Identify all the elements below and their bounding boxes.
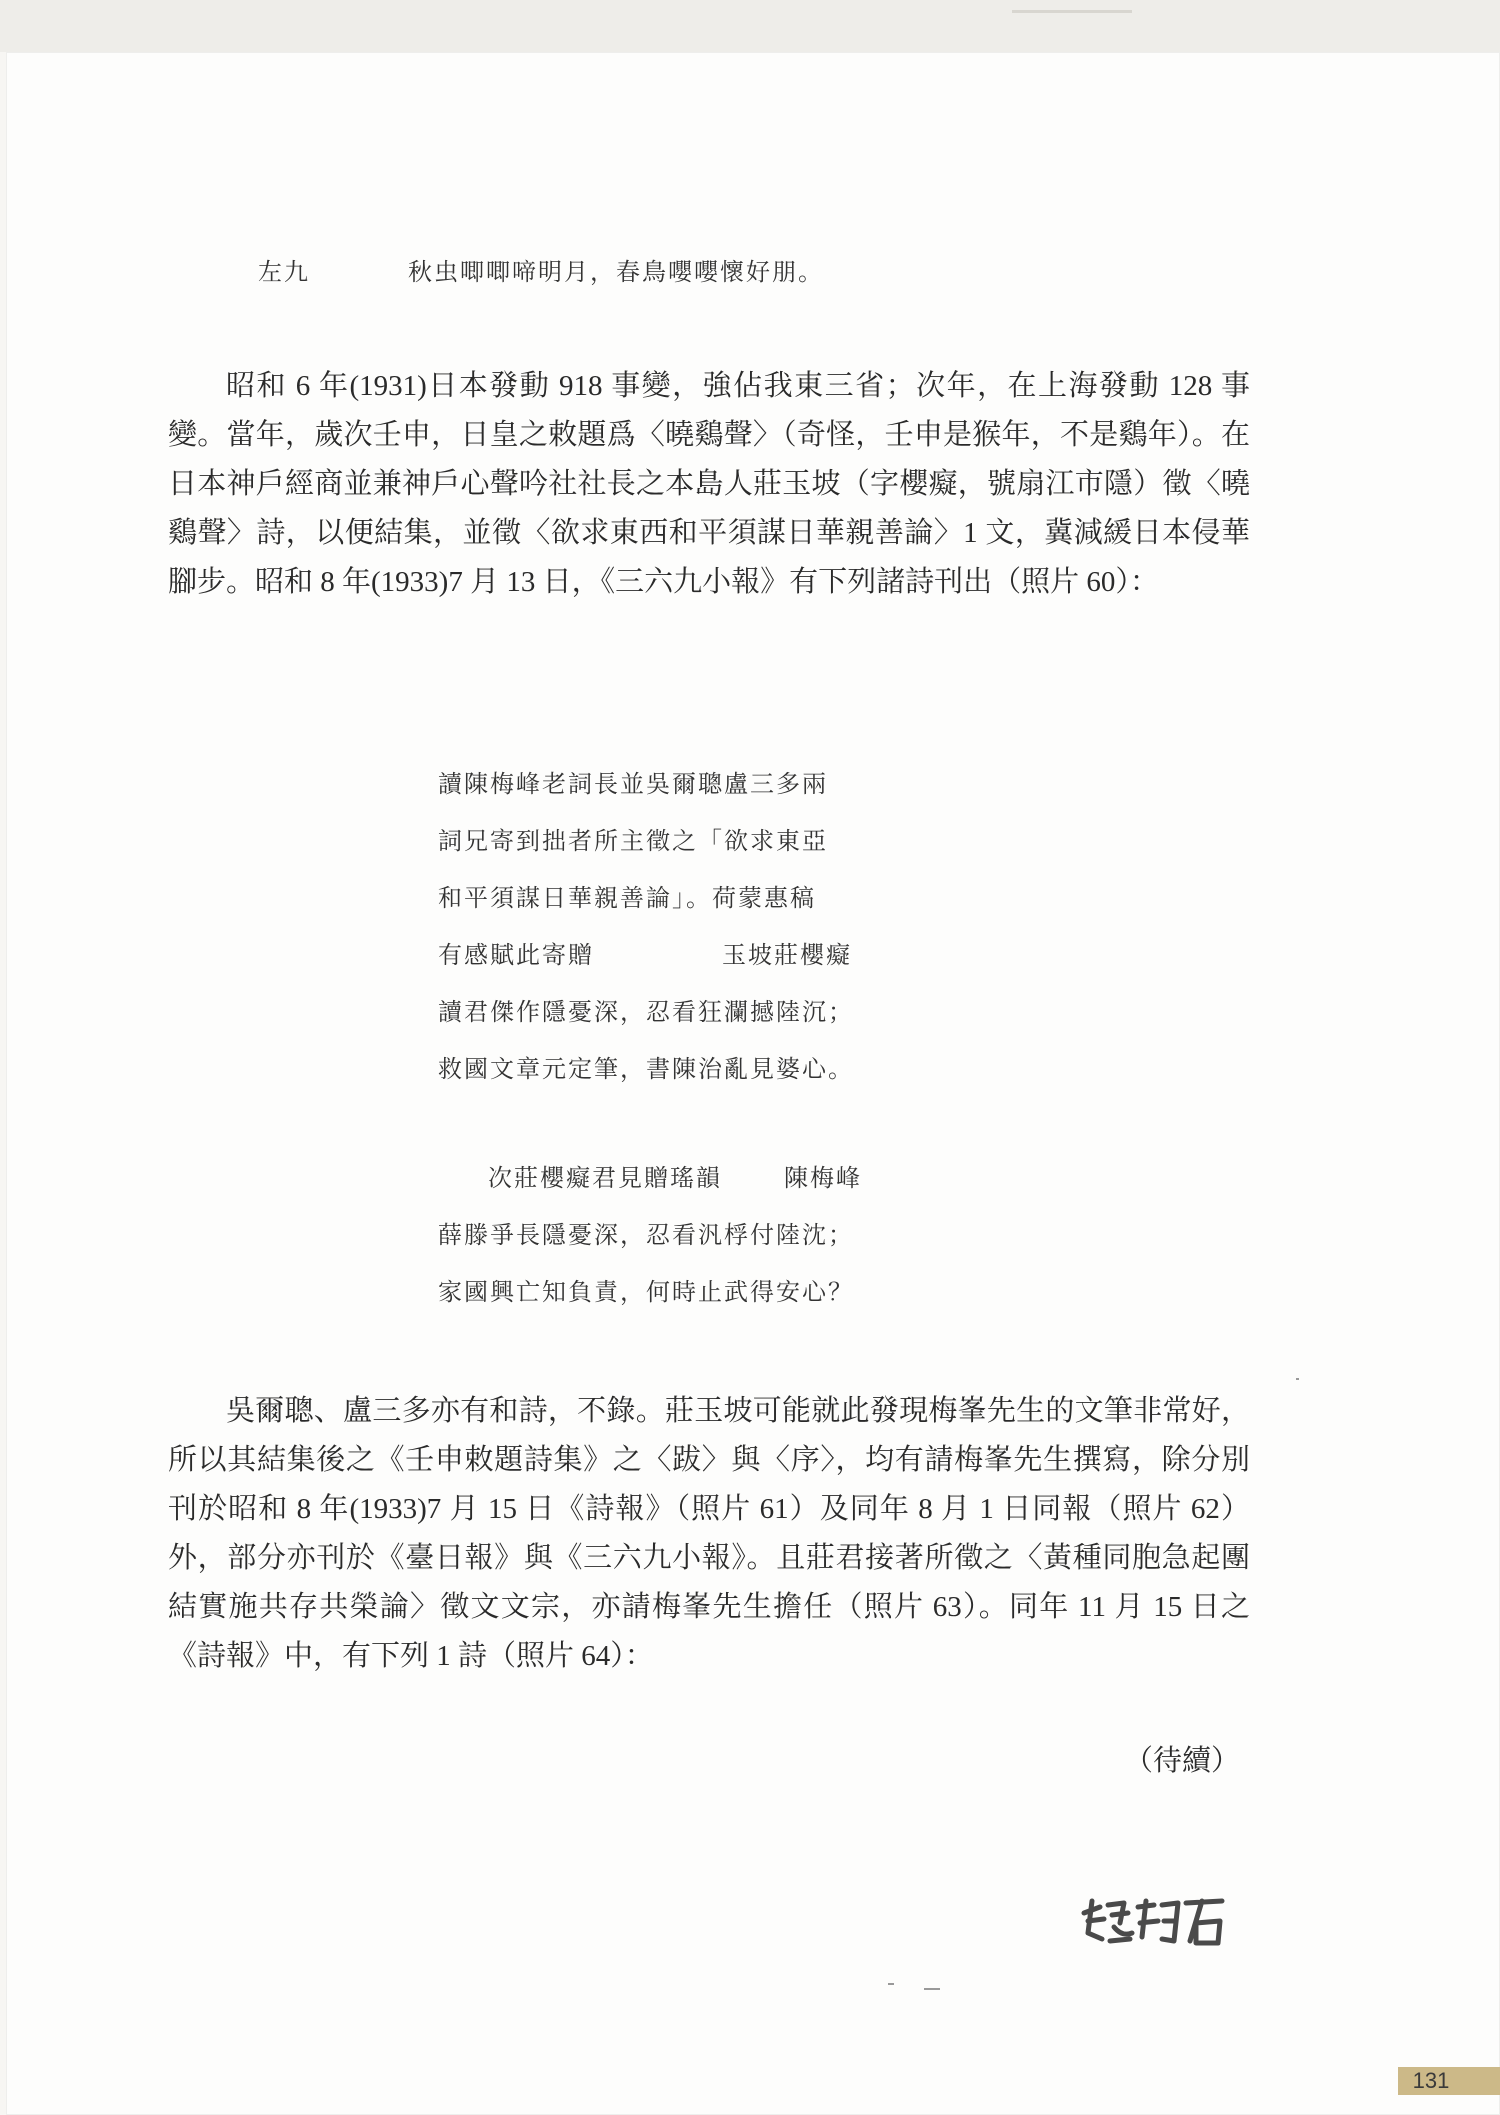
epigraph — [258, 252, 824, 287]
paragraph-text: 昭和 6 年(1931)日本發動 918 事變，強佔我東三省；次年，在上海發動 128 事變。當年，歲次壬申，日皇之敕題爲〈曉鷄聲〉（奇怪，壬申是猴年，不是鷄年）。在日本神戶經商並兼神戶心聲吟社社長之本島人莊玉坡（字櫻癡，號扇江市隱）徵〈曉鷄聲〉詩，以便結集，並徵〈欲求東西和平須謀日華親善論〉1 文，冀減緩日本侵華腳步。昭和 8 年(1933)7 月 13 日，《三六九小報》有下列諸詩刊出（照片 60）： — [168, 370, 1250, 598]
poem-1-title-line: 詞兄寄到拙者所主徵之「欲求東亞 — [438, 827, 828, 855]
scan-speck — [924, 1988, 940, 1990]
poem-1-verse: 救國文章元定筆，書陳治亂見婆心。 — [438, 1055, 854, 1083]
poem-2-title-line — [438, 1150, 862, 1207]
epigraph-text: 秋虫唧唧啼明月，春鳥嚶嚶懷好朋。 — [408, 258, 824, 286]
poem-1-title-line-with-author — [438, 927, 854, 984]
poem-1-title-line: 有感賦此寄贈 — [438, 941, 594, 969]
poem-2-author: 陳梅峰 — [784, 1164, 862, 1192]
to-be-continued: （待續） — [1124, 1745, 1241, 1777]
scan-speck — [888, 1983, 894, 1985]
page-number: 131 — [1412, 2068, 1450, 2093]
magazine-logo-calligraphy — [1078, 1893, 1228, 1949]
paragraph-2 — [168, 1387, 1250, 1681]
paragraph-text: 吳爾聰、盧三多亦有和詩，不錄。莊玉坡可能就此發現梅峯先生的文筆非常好，所以其結集後之《壬申敕題詩集》之〈跋〉與〈序〉，均有請梅峯先生撰寫，除分別刊於昭和 8 年(1933)7 月 15 日《詩報》（照片 61）及同年 8 月 1 日同報（照片 62）外，部分亦刊於《臺日報》與《三六九小報》。且莊君接著所徵之〈黃種同胞急起團結實施共存共榮論〉徵文文宗，亦請梅峯先生擔任（照片 63）。同年 11 月 15 日之《詩報》中，有下列 1 詩（照片 64）： — [168, 1395, 1250, 1672]
poem-2-verse: 家國興亡知負責，何時止武得安心？ — [438, 1278, 854, 1306]
header-mark — [1012, 0, 1132, 13]
poem-1-author: 玉坡莊櫻癡 — [722, 941, 852, 969]
poem-2-verse: 薛滕爭長隱憂深，忍看汎桴付陸沈； — [438, 1221, 854, 1249]
poem-2-title: 次莊櫻癡君見贈瑤韻 — [488, 1164, 722, 1192]
page-top-edge — [0, 0, 1500, 52]
paragraph-1 — [168, 362, 1250, 607]
poem-1-title-line: 和平須謀日華親善論」。荷蒙惠稿 — [438, 884, 816, 912]
scan-speck — [1296, 1378, 1299, 1380]
poem-1 — [438, 756, 854, 1098]
poem-1-title-line: 讀陳梅峰老詞長並吳爾聰盧三多兩 — [438, 770, 828, 798]
poem-1-verse: 讀君傑作隱憂深，忍看狂瀾撼陸沉； — [438, 998, 854, 1026]
poem-2 — [438, 1150, 862, 1321]
epigraph-label: 左九 — [258, 258, 310, 286]
